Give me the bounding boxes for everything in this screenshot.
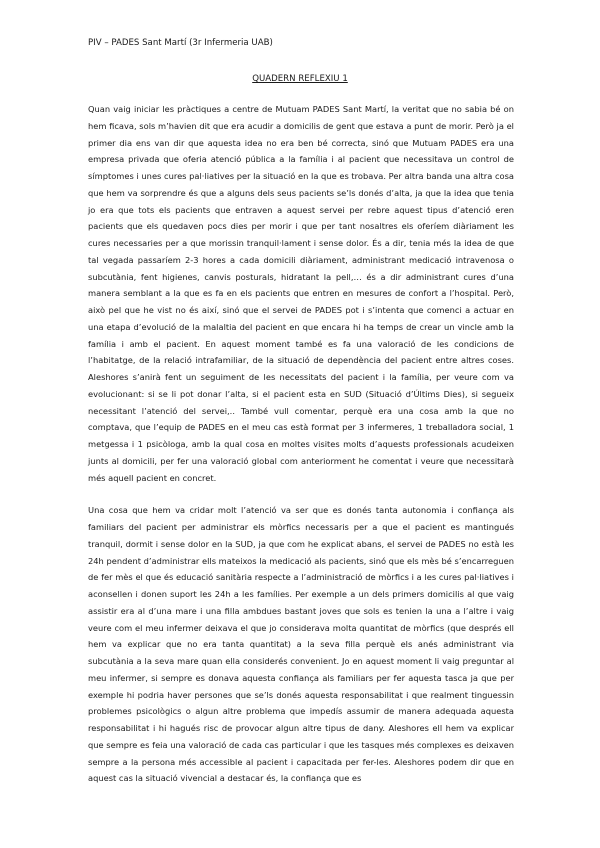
document-body xyxy=(88,101,514,787)
paragraph-1: Quan vaig iniciar les pràctiques a centre de Mutuam PADES Sant Martí, la veritat que no sabia bé on hem ficava, sols m’havien dit que era acudir a domicilis de gent que estava a punt de morir. Però ja el primer dia ens van dir que aquesta idea no era ben bé correcta, sinó que Mutuam PADES era una empresa privada que oferia atenció pública a la família i al pacient que necessitava un control de símptomes i unes cures pal·liatives per la situació en la que es trobava. Per altra banda una altra cosa que hem va sorprendre és que a alguns dels seus pacients se’ls donés d’alta, ja que la idea que tenia jo era que tots els pacients que entraven a aquest servei per rebre aquest tipus d’atenció eren pacients que els quedaven pocs dies per morir i que per tant nosaltres els oferíem diàriament les cures necessaries per a que morissin tranquil·lament i sense dolor. És a dir, tenia més la idea de que tal vegada passaríem 2-3 hores a cada domicili diàriament, administrant medicació intravenosa o subcutània, fent higienes, canvis posturals, hidratant la pell,… és a dir administrant cures d’una manera semblant a la que es fa en els pacients que entren en mesures de confort a l’hospital. Però, això pel que he vist no és així, sinó que el servei de PADES pot i s’intenta que comenci a actuar en una etapa d’evolució de la malaltia del pacient en que encara hi ha temps de crear un vincle amb la família i amb el pacient. En aquest moment també es fa una valoració de les condicions de l’habitatge, de la relació intrafamiliar, de la situació de dependència del pacient entre altres coses. Aleshores s’anirà fent un seguiment de les necessitats del pacient i la família, per veure com va evolucionant: si se li pot donar l’alta, si el pacient esta en SUD (Situació d’Últims Dies), si segueix necessitant l’atenció del servei,.. També vull comentar, perquè era una cosa amb la que no comptava, que l’equip de PADES en el meu cas està format per 3 infermeres, 1 treballadora social, 1 metgessa i 1 psicòloga, amb la qual cosa en moltes visites molts d’aquests professionals acudeixen junts al domicili, per fer una valoració global com anteriorment he comentat i veure que necessitarà més aquell pacient en concret. xyxy=(88,104,514,483)
paragraph-2: Una cosa que hem va cridar molt l’atenció va ser que es donés tanta autonomia i confiança als familiars del pacient per administrar els mòrfics necessaris per a que el pacient es mantingués tranquil, dormit i sense dolor en la SUD, ja que com he explicat abans, el servei de PADES no està les 24h pendent d’administrar ells mateixos la medicació als pacients, sinó que els mès bé s’encarreguen de fer mès el que és educació sanitària respecte a l’administració de mòrfics i a les cures pal·liatives i aconsellen i donen suport les 24h a les famílies. Per exemple a un dels primers domicilis al que vaig assistir era al d’una mare i una filla ambdues bastant joves que sols es tenien la una a l’altre i vaig veure com el meu infermer deixava el que jo considerava molta quantitat de mòrfics (que després ell hem va explicar que no era tanta quantitat) a la seva filla perquè els anés administrant via subcutània a la seva mare quan ella considerés convenient. Jo en aquest moment li vaig preguntar al meu infermer, si sempre es donava aquesta confiança als familiars per fer aquesta tasca ja que per exemple hi podria haver persones que se’ls donés aquesta responsabilitat i que realment tinguessin problemes psicològics o algun altre problema que impedís assumir de manera adequada aquesta responsabilitat i hi hagués risc de provocar algun altre tipus de dany. Aleshores ell hem va explicar que sempre es feia una valoració de cada cas particular i que les tasques més complexes es deixaven sempre a la persona més accessible al pacient i capacitada per fer-les. Aleshores podem dir que en aquest cas la situació vivencial a destacar és, la confiança que es xyxy=(88,505,514,784)
document-title: QUADERN REFLEXIU 1 xyxy=(252,74,348,84)
page-header: PIV – PADES Sant Martí (3r Infermeria UAB) xyxy=(88,38,273,48)
